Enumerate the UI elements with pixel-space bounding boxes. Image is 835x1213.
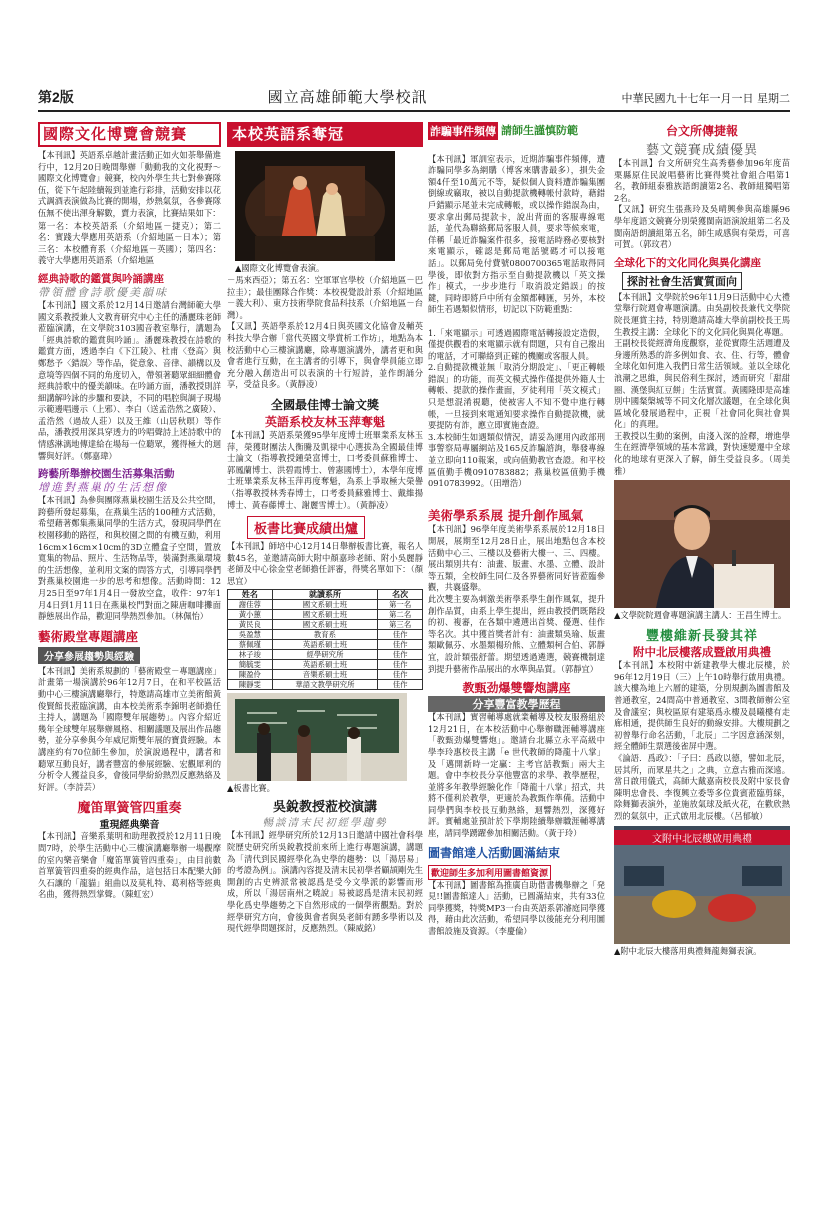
- table-cell: 國文系碩士班: [272, 600, 378, 610]
- table-cell: 陳靜雯: [228, 680, 273, 690]
- teacher-exam-title: 教甄劲爆雙響炮講座: [462, 681, 571, 696]
- awards-table: [227, 589, 423, 690]
- table-row: [228, 650, 423, 660]
- clarinet-title: 魔笛單簧管四重奏: [77, 800, 182, 816]
- table-cell: 英語系碩士班: [272, 640, 378, 650]
- thesis-award-subtitle: 英語系校友林玉萍奪魁: [264, 414, 385, 429]
- arts-collection-subtitle: 增進對燕巢的生活想像: [38, 481, 168, 495]
- lion-dance-photo: [614, 826, 790, 944]
- thesis-award-text: 【本刊訊】英語系榮獲95學年度博士班畢業系友林玉萍，榮獲財團法人衡騰及凱禄中心選拔為全國最佳博士論文（指導教授鍾榮富博士，口考委員蘇雅博士、郭鳳蘭博士、洪碧霞博士、曾憲國博士），本學年度博士班畢業系友林玉萍再度奪魁，為系上爭取極大榮譽（指導教授林秀春博士，口考委員蘇雅博士、戴維揚博士、黃春藤博士、謝麗雪博士）。（黃靜凌）: [227, 429, 423, 510]
- table-header-row: [228, 590, 423, 600]
- table-row: [228, 680, 423, 690]
- fine-arts-headline: [428, 505, 605, 524]
- photo-caption: ▲附中北辰大樓落用典禮舞龍舞獅表演。: [614, 945, 762, 956]
- table-cell: 佳作: [378, 650, 423, 660]
- column-1: [38, 122, 221, 901]
- clarinet-subtitle: 重現經典樂音: [99, 820, 160, 832]
- fraud-points: 1.「來電顯示」可透過國際電話轉接設定造假，僅提供觀看的來電顯示就有問題，只有自己撥出的電話，才可聯絡到正確的機關或客服人員。 2.自動提款機並無「取消分期設定」、「更正轉帳錯誤」的功能，而英文模式操作僅提供外籍人士轉帳、提款的操作畫面，歹徒利用「英文模式」只是想混淆視聽，使被害人不知不覺中進行轉帳，一旦接到來電通知要求操作自動提款機，就要提防有詐，應立即實施查證。 3.本校師生如遇類似情況，請妥為運用內政部刑事警察局專屬網站及165反詐騙諮詢，舉發專線並立即向110報案，或向值勤教官查證。和平校區值勤手機0910783882；燕巢校區值勤手機0910783992。（田增浩）: [428, 327, 605, 489]
- wu-lecture-title: 吳銳教授蒞校演講: [272, 799, 377, 815]
- school-building-subtitle: 附中北辰樓落成暨啟用典禮: [633, 647, 771, 660]
- taiwan-lit-subtitle: 藝文競賽成績優異: [645, 143, 758, 158]
- library-text: 【本刊訊】圖書館為推廣自助借書機舉辦之「発見!!圖書館達人」活動，已圓滿結束，共有33位同學獲獎，特獎MP3一台由英語系郭濬庭同學獲得，藉由此次活動，希望同學以後能充分利用圖書館設施及資源。（李慶倫）: [428, 879, 605, 937]
- table-row: [228, 670, 423, 680]
- poetry-lecture-subtitle: 帶領體會詩歌優美韻味: [38, 285, 168, 299]
- globalization-subtitle: 探討社會生活實質面向: [622, 272, 742, 290]
- photo-caption: ▲國際文化博覽會表演。: [235, 263, 325, 273]
- arts-collection-title: 跨藝所舉辦校園生活募集活動: [38, 468, 175, 481]
- table-cell: 英語系碩士班: [272, 660, 378, 670]
- photo-caption: ▲文學院院週會專題演講主講人：王昌生博士。: [614, 610, 787, 621]
- article-paragraph: 【又訊】研究生張燕玲及吳晴興參與高雄縣96學年度語文競賽分別榮獲閩南語演說組第二名及閩南語朗讀組第五名，師生咸感與有榮焉，可喜可賀。（郭玟君）: [614, 204, 790, 250]
- column-header: 就讀系所: [272, 590, 378, 600]
- edition-label: 第2版: [38, 89, 74, 105]
- table-cell: 佳作: [378, 670, 423, 680]
- fraud-title-b: 請師生謹慎防範: [501, 125, 578, 137]
- art-hall-title: 藝術殿堂專題講座: [38, 629, 139, 644]
- table-cell: 華語文教學研究所: [272, 680, 378, 690]
- lecturer-photo: [614, 480, 790, 608]
- column-3: [428, 122, 605, 938]
- teacher-exam-subtitle: 分享豐富教學歷程: [428, 696, 605, 712]
- article-paragraph: 王副校長從經濟角度觀察，並從實際生活週遭及身邊所熟悉的許多例如食、衣、住、行等，體會全球化如何進入我們日常生活領域。並以全球化浪潮之思維，與民俗利生探討，透而研究「甜甜圈、漢堡與紅豆餅」生活實質。黃國隆即是高雄別中國粲槃城等不同文化層次議題，在全球化與區域化發展過程中，正視「社會同化與社會異化」的真理。: [614, 338, 790, 430]
- table-cell: 黃民良: [228, 620, 273, 630]
- library-title: 圖書館達人活動圓滿結束: [428, 845, 561, 860]
- ceremony-banner: 文附中北辰樓啟用典禮: [614, 830, 790, 845]
- table-cell: 國文系碩士班: [272, 620, 378, 630]
- fine-arts-title: 美術學系系展: [428, 509, 504, 524]
- article-paragraph: 此次雙主要為刺激美術學系學生創作風氣，提升創作品質，由系上學生提出，經由教授們既階段的初、複審，在各類中遴選出首獎、優選、佳作等名次。其中獲首獎者計有：油畫類吳瑜、版畫類歐佩芬、水墨類楊玠熊、立體類柯合伯、郭靜宜，設計類張舒蕾。期望透過遴選，競賽機制達到提升藝術作品展出的水準與品質。（郭靜宜）: [428, 593, 605, 674]
- table-cell: 林子竣: [228, 650, 273, 660]
- table-row: [228, 640, 423, 650]
- table-cell: 第三名: [378, 620, 423, 630]
- table-cell: 簡毓雯: [228, 660, 273, 670]
- article-paragraph: 【本刊訊】英語系卓越計畫活動正如火如荼舉備進行中，12月20日晚間舉辦「動動我的文化視野～國際文化博覽會」競賽，校內外學生共七對參賽隊伍，從下午起陸續報到並進行彩排，活動安排以花式調酒表演做為比賽的開場，炒熱氣氛，各參賽隊伍無不使出渾身解數，賣力表演，比賽結果如下：: [38, 150, 221, 218]
- issue-date: 中華民國九十七年一月一日 星期二: [621, 92, 790, 105]
- taiwan-lit-title: 台文所傳捷報: [665, 124, 738, 138]
- article-paragraph: 王教授以生動的案例，由淺入深的詮釋，增進學生在經濟學領域的基本常識，對快速變遷中全球化的地球有更深入了解，師生受益良多。（周美雅）: [614, 430, 790, 476]
- table-cell: 第一名: [378, 600, 423, 610]
- table-cell: 佳作: [378, 640, 423, 650]
- table-row: [228, 620, 423, 630]
- culture-expo-continued: [227, 275, 423, 391]
- headline-culture-expo: 國際文化博覽會競賽: [38, 122, 221, 147]
- clarinet-text: 【本刊訊】音樂系葉明和助理教授於12月11日晚間7時，於學生活動中心三樓演講廳舉辦一場觀摩的室內樂音樂會「魔笛單簧管四重奏」，由目前數首單簧管四重奏的經典作品，這包括日本配樂大師久石讓的「龍貓」組曲以及莫札特、葛利格等經典名曲，獲得熱烈掌聲。（陳虹宏）: [38, 831, 221, 900]
- school-building-article: [614, 660, 790, 822]
- table-cell: 經學研究所: [272, 650, 378, 660]
- performance-image: [235, 151, 395, 261]
- column-header: 姓名: [228, 590, 273, 600]
- table-cell: 教育系: [272, 630, 378, 640]
- table-row: [228, 600, 423, 610]
- table-cell: 謝佳蓉: [228, 600, 273, 610]
- article-paragraph: 【本刊訊】台文所研究生高秀藝參加96年度苗栗縣原住民說唱藝術比賽得獎社會組合唱第1名，教師組泰雅族語朗讀第2名、教師組獨唱第2名。: [614, 158, 790, 203]
- board-contest-title: 板書比賽成績出爐: [247, 516, 365, 539]
- fine-arts-title-b: 提升創作風氣: [508, 509, 584, 524]
- art-hall-subtitle: 分享參展趨勢與經驗: [38, 647, 140, 664]
- table-cell: 國文系碩士班: [272, 610, 378, 620]
- table-cell: 蔡佩瑾: [228, 640, 273, 650]
- fine-arts-article: [428, 524, 605, 675]
- art-hall-text: 【本刊訊】美術系規劃的「藝術殿堂－專題講座」計畫第一場演講於96年12月7日，在和平校區活動中心三樓演講廳舉行，特邀請高雄市立美術館黃俊賢館長蒞臨演講，由本校美術系李錦明老師擔任主持人，講題為「國際雙年展趨勢」。內容介紹近幾年全球雙年展舉辦風格、相關議題及展出作品趨勢，並分享參與今年威尼斯雙年展的寶貴經驗。本講座約有70位師生參加，於演說過程中，講者和聽眾互動良好，講者豐富的參展經驗、宏觀犀利的分析令人獲益良多，會後同學紛紛熱烈反應熱絡及好評。（李詩芸）: [38, 665, 221, 792]
- globalization-article: [614, 292, 790, 478]
- fraud-title: 詐騙事件頻傳: [428, 122, 498, 140]
- blackboard-image: [227, 693, 407, 781]
- paper-title: 國立高雄師範大學校訊: [267, 88, 428, 106]
- article-paragraph: 【又訊】英語學系於12月4日與英國文化協會及輔英科技大學合辦「當代英國文學賞析工作坊」，地點為本校活動中心三樓演講廳，除專題演講外，講者更和與會者進行互動，在主講者的引導下，與會學員能立即充分融入創造出可以表演的十行短詩，並作朗誦分享，受益良多。（黃靜凌）: [227, 321, 423, 390]
- column-2: [227, 122, 423, 935]
- article-paragraph: －馬來西亞）；第五名：空軍軍官學校（介紹地區－巴拉圭）；最佳團隊合作獎：本校視覺設計系（介紹地區－義大利）、東方技術學院食品科技系（介紹地區－台灣）。: [227, 275, 423, 320]
- article-paragraph: 【本刊訊】本校附中新建教學大樓北辰樓，於96年12月19日（三）上午10時舉行啟用典禮。該大樓為地上六層的建築，分別規劃為圖書館及普通教室，24間高中普通教室、3間教師辦公室及會議室；與校區原有建築爲永樓及晨曦樓有走廊相通，提供師生良好的動線安排。大樓規劃之初曾舉行命名活動，「北辰」二字因意涵深刻，經全體師生票選後雀屏中選。: [614, 660, 790, 752]
- table-cell: 音樂系碩士班: [272, 670, 378, 680]
- page-header: [38, 86, 790, 112]
- wu-lecture-text: 【本刊訊】經學研究所於12月13日邀請中國社會科學院歷史研究所吳銳教授前來所上進行專題演講，講題為「清代到民國經學化為史學的趨勢：以「湯居易」的考證為例」。演講內容提及清末民初學者顧頡剛先生開創的古史辨派常被認爲是受今文學派的影響而形成，所以「湯居南州之曉說」易被認爲是清末民初經學化爲史學趨勢之下自然形成的一個學術觀點。對於經學研究方向，會後與會者與吳老師有踴多學術以及現代經學問題探討，反應熱烈。（陳威銘）: [227, 830, 423, 934]
- column-4: [614, 122, 790, 956]
- table-cell: 陳盈伶: [228, 670, 273, 680]
- table-cell: 吳盈慧: [228, 630, 273, 640]
- school-building-title: 豐樓維新長發其祥: [645, 628, 758, 644]
- article-paragraph: 《論語．爲政》：「子曰：爲政以德，譬如北辰，居其所，而眾星共之」之典，立意古雅而深遠。當日啟用儀式，高師大戴嘉南校長及附中家長會陳明忠會長、李復興立委等多位貴賓蒞臨剪綵，除舞獅表演外，並施放氣球及紙火花，在歡欣熱烈的氣氛中，正式啟用北辰樓。（呂郁敏）: [614, 753, 790, 821]
- globalization-title: 全球化下的文化同化與異化講座: [614, 256, 761, 269]
- table-row: [228, 660, 423, 670]
- table-cell: 佳作: [378, 630, 423, 640]
- table-cell: 黃小蕙: [228, 610, 273, 620]
- table-cell: 佳作: [378, 680, 423, 690]
- wu-lecture-subtitle: 暢談清末民初經學趨勢: [262, 817, 388, 830]
- fraud-headline: [428, 122, 605, 140]
- column-header: 名次: [378, 590, 423, 600]
- poetry-lecture-text: 【本刊訊】國文系於12月14日邀請台灣師範大學國文系教授兼人文教育研究中心主任的潘麗珠老師蒞臨演講，在文學院3103國音教室舉行，講題為「經典詩歌的鑑賞與吟誦」。潘麗珠教授在詩歌的鑑賞方面，透過李白《下江陵》、杜甫〈登高〉與鄭愁予〈錯誤〉等作品，從意象、音律、韻構以及意境等四個不同的角度切入，帶領著聽眾細細體會經典詩歌中的優美韻味。在吟誦方面，潘教授則詳細講解吟詠的步驟和要訣，不同的唱腔與調子現場示範邊唱邊示（上邪）、李白（送孟浩然之廣陵）、孟浩然（過故人莊）以及王維（山居秋暝）等作品，潘教授用深具穿透力的吟唱聲詩上述詩歌中的情感淋漓地傳達給在場每一位聽眾，獲得極大的迴響與好評。（鄭嘉瑋）: [38, 299, 221, 461]
- library-subtitle: 歡迎師生多加利用圖書館資源: [428, 865, 551, 880]
- table-row: [228, 630, 423, 640]
- arts-collection-text: 【本刊訊】為參與團隊燕巢校園生活及公共空間，跨藝所發起募集，在燕巢生活的100種方式活動，希望藉著鄭集燕巢同學的生活方式，發現同學們在校園移動的路徑，和與校園之間的有機互動，利用16cm×16cm×10cm的3D立體盒子空間，置放寬集的物品、照片、生活物品等，裝滿對燕巢環境的生活想像，並利用文案的問答方式，引導同學們對燕巢校園進一步的思考和想像。活動時間：12月25日至97年1月4日一發放空盒，收件：97年1月4日到1月11日在燕巢校門對面之陳唐咖啡攤面靜態展出作品，歡迎同學熱烈參加。（林佩怡）: [38, 495, 221, 622]
- thesis-award-title: 全國最佳博士論文獎: [270, 397, 379, 412]
- headline-english-win: 本校英語系奪冠: [227, 122, 423, 147]
- fraud-article: [428, 142, 605, 501]
- table-cell: 第二名: [378, 610, 423, 620]
- poetry-lecture-title: 經典詩歌的鑑賞與吟誦講座: [38, 272, 164, 285]
- culture-expo-article: [38, 150, 221, 267]
- table-row: [228, 610, 423, 620]
- speaker-image: [614, 480, 790, 608]
- table-cell: 佳作: [378, 660, 423, 670]
- article-paragraph: 第一名：本校英語系（介紹地區－捷克）；第二名：實踐大學應用英語系（介紹地區－日本）；第三名：本校體育系（介紹地區－英國）；第四名：義守大學應用英語系（介紹地區: [38, 220, 221, 266]
- board-contest-photo: [227, 693, 407, 781]
- photo-caption: ▲板書比賽。: [227, 783, 275, 794]
- board-contest-text: 【本刊訊】師培中心12月14日舉辦板書比賽，報名人數45名，並邀請高師大附中顏嘉珍老師、附小吳麗靜老師及中心徐金堂老師擔任評審，得獎名單如下：（顏思宜）: [227, 541, 423, 586]
- article-paragraph: 【本刊訊】文學院於96年11月9日活動中心大禮堂舉行院週會專題演講。由吳副校長兼代文學院院長運賞主持，特別邀請高雄大學前副校長王馬生教授主講：全球化下的文化同化與異化專題。: [614, 291, 790, 337]
- taiwan-lit-article: [614, 158, 790, 251]
- article-paragraph: 【本刊訊】軍訓室表示，近期詐騙事件頻傳，遭詐騙同學多為網購（博客來購書最多），損失金額4仟至10萬元不等，疑似個人資料遭詐騙集團倒線或竊取，被以自動提款機轉帳付款時，藉錯戶錯顯示尾並未完成轉帳，或以操作錯誤為由，要求拿出郵局提款卡，說出背面的客服專線電話，並代為聯絡郵局客服人員，要求等候來電，佯稱「最近詐騙案件很多，接電話時務必要核對來電顯示，確認是郵局電話號碼才可以接電話」。以郵局免付費號0800700365電話取得同學後，即依對方指示至自動提款機以「英文操作」模式，一步步進行「取消設定錯誤」的按鍵，同時即將戶中所有金額都轉匯，另外，本校師生若遇類似情形，切記以下防範重點：: [428, 153, 605, 315]
- culture-expo-photo: [235, 151, 395, 261]
- teacher-exam-text: 【本刊訊】實習輔導處就業輔導及校友服務組於12月21日，在本校活動中心舉辦職涯輔導講座「教甄劲爆雙響炮」。邀請台北縣立永平高級中學李玲惠校長主講「e 世代教師的降龍十八掌」及「邁開新時一定贏：主考官話教甄」兩大主題。會中李校長分享他豐富的求學、教學歷程，並將多年教學經驗化作「降龍十八掌」招式，共將不僅利於教學，更適於為教甄作準備。活動中同學們與李校長互動熱絡，迴響熱烈，深獲好評。實輔處並預計於下學期陸續舉辦職涯輔導講座，請同學踴躍參加相關活動。（黃于玲）: [428, 712, 605, 839]
- article-paragraph: 【本刊訊】96學年度美術學系系展於12月18日開展，展期至12月28日止，展出地點包含本校活動中心三、三樓以及藝術大樓一、三、四樓。展出類別共有：油畫、版畫、水墨、立體、設計等五類，全校師生同仁及各界藝術同好皆蒞臨參觀，共襄盛舉。: [428, 524, 605, 593]
